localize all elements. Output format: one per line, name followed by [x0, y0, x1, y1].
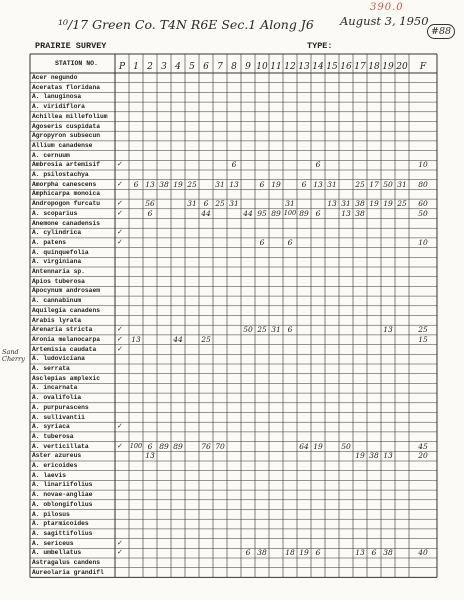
- species-label: Apios tuberosa: [32, 277, 85, 285]
- column-header: 14: [312, 62, 324, 72]
- cover-value: 38: [355, 199, 365, 209]
- cover-value: 95: [257, 208, 267, 218]
- cover-value: 18: [285, 548, 295, 558]
- survey-date: August 3, 1950: [340, 14, 429, 28]
- species-label: A. ericoides: [32, 462, 78, 469]
- cover-value: 89: [159, 441, 169, 451]
- column-header: 19: [382, 62, 394, 72]
- cover-value: 31: [285, 199, 295, 209]
- column-header: 20: [396, 62, 408, 72]
- cover-value: 25: [418, 325, 428, 335]
- column-header: 18: [368, 62, 380, 72]
- cover-value: 13: [145, 451, 155, 461]
- presence-check-mark: ✓: [117, 441, 123, 450]
- cover-value: 19: [355, 451, 365, 461]
- cover-value: 6: [203, 199, 209, 209]
- column-header: 4: [175, 62, 181, 72]
- cover-value: 80: [418, 179, 428, 189]
- handwritten-title: ¹⁰/17 Green Co. T4N R6E Sec.1 Along J6: [58, 17, 314, 32]
- cover-value: 6: [315, 160, 321, 170]
- cover-value: 13: [341, 208, 351, 218]
- presence-check-mark: ✓: [117, 199, 123, 208]
- species-label: A. syriaca: [32, 423, 70, 431]
- cover-value: 40: [418, 548, 428, 558]
- column-header: 13: [298, 62, 310, 72]
- cover-value: 10: [418, 160, 428, 170]
- species-label: Agropyron subsecun: [32, 132, 101, 140]
- column-header: P: [118, 62, 126, 72]
- species-label: Andropogon furcatu: [32, 200, 101, 208]
- cover-value: 89: [173, 441, 183, 451]
- cover-value: 64: [299, 441, 309, 451]
- sheet-number-circled: #88: [427, 24, 455, 39]
- cover-value: 31: [397, 179, 407, 189]
- species-label: A. umbellatus: [32, 549, 82, 557]
- species-label: A. quinquefolia: [32, 248, 89, 256]
- cover-value: 19: [299, 548, 309, 558]
- column-header: 7: [217, 62, 223, 72]
- presence-check-mark: ✓: [117, 325, 123, 334]
- cover-value: 10: [418, 237, 428, 247]
- cover-value: 56: [145, 199, 155, 209]
- species-label: Arabis lyrata: [32, 316, 82, 324]
- cover-value: 50: [383, 179, 393, 189]
- cover-value: 100: [129, 441, 143, 450]
- cover-value: 6: [147, 208, 153, 218]
- species-label: A. ludoviciana: [32, 355, 85, 363]
- presence-check-mark: ✓: [117, 228, 123, 237]
- species-label: A. oblongifolius: [32, 500, 93, 508]
- cover-value: 38: [383, 548, 393, 558]
- cover-value: 13: [327, 199, 337, 209]
- cover-value: 6: [315, 208, 321, 218]
- cover-value: 76: [201, 441, 211, 451]
- cover-value: 50: [341, 441, 351, 451]
- column-header: 12: [284, 62, 296, 72]
- cover-value: 6: [287, 237, 293, 247]
- presence-check-mark: ✓: [117, 422, 123, 431]
- cover-value: 6: [147, 441, 153, 451]
- cover-value: 100: [283, 208, 297, 217]
- cover-value: 38: [257, 548, 267, 558]
- cover-value: 19: [271, 179, 281, 189]
- species-label: Achillea millefolium: [32, 112, 108, 120]
- cover-value: 15: [418, 334, 428, 344]
- species-label: A. serrata: [32, 365, 70, 372]
- column-header: 8: [231, 62, 237, 72]
- cover-value: 25: [355, 179, 365, 189]
- cover-value: 25: [187, 179, 197, 189]
- red-number: 390.0: [370, 2, 404, 13]
- species-label: A. laevis: [32, 471, 67, 479]
- species-label: A. purpurascens: [32, 403, 89, 411]
- presence-check-mark: ✓: [117, 334, 123, 343]
- species-label: Astragalus candens: [32, 559, 101, 566]
- form-title: PRAIRIE SURVEY: [35, 41, 107, 51]
- species-label: Acer negundo: [32, 74, 78, 81]
- cover-value: 44: [243, 208, 253, 218]
- species-label: A. linariifolius: [32, 481, 93, 489]
- cover-value: 25: [201, 334, 211, 344]
- type-label: TYPE:: [307, 41, 333, 51]
- cover-value: 17: [369, 179, 379, 189]
- cover-value: 6: [315, 548, 321, 558]
- cover-value: 31: [327, 179, 337, 189]
- cover-value: 6: [133, 179, 139, 189]
- species-label: Aquilegia canadens: [32, 306, 101, 314]
- species-label: A. cernuum: [32, 151, 70, 159]
- species-label: A. novae-angliae: [32, 491, 93, 499]
- cover-value: 13: [229, 179, 239, 189]
- column-header: 9: [245, 62, 251, 72]
- species-label: Antennaria sp.: [32, 268, 85, 275]
- species-label: A. ptarmicoides: [32, 520, 89, 528]
- species-label: A. viridiflora: [32, 103, 85, 111]
- presence-check-mark: ✓: [117, 160, 123, 169]
- cover-value: 13: [313, 179, 323, 189]
- cover-value: 31: [187, 199, 197, 209]
- column-header: F: [419, 62, 427, 72]
- cover-value: 60: [418, 199, 428, 209]
- column-header: 16: [340, 62, 352, 72]
- species-label: Aureolaria grandifl: [32, 568, 104, 576]
- cover-value: 31: [215, 179, 225, 189]
- column-header: 15: [326, 62, 338, 72]
- species-label: Amphicarpa monoica: [32, 190, 101, 198]
- column-header: 3: [161, 62, 167, 72]
- cover-value: 6: [259, 237, 265, 247]
- species-label: A. cylindrica: [32, 229, 82, 237]
- station-label: STATION NO.: [55, 60, 98, 67]
- column-header: 17: [354, 62, 366, 72]
- species-label: A. psilostachya: [32, 171, 89, 178]
- presence-check-mark: ✓: [117, 208, 123, 217]
- cover-value: 89: [299, 208, 309, 218]
- species-label: A. scoparius: [32, 209, 78, 217]
- species-label: A. virginiana: [32, 258, 82, 266]
- cover-value: 13: [383, 451, 393, 461]
- species-label: Allium canadense: [32, 141, 93, 149]
- cover-value: 13: [355, 548, 365, 558]
- cover-value: 44: [173, 334, 183, 344]
- species-label: Anemone canadensis: [32, 219, 101, 227]
- cover-value: 13: [145, 179, 155, 189]
- cover-value: 19: [369, 199, 379, 209]
- species-label: A. sullivantii: [32, 413, 85, 421]
- species-label: A. incarnata: [32, 384, 78, 392]
- cover-value: 6: [371, 548, 377, 558]
- cover-value: 50: [418, 208, 428, 218]
- cover-value: 44: [201, 208, 211, 218]
- presence-check-mark: ✓: [117, 179, 123, 188]
- cover-value: 25: [397, 199, 407, 209]
- species-label: A. sagittifolius: [32, 529, 93, 537]
- cover-value: 13: [383, 325, 393, 335]
- species-label: Asclepias amplexic: [32, 374, 101, 382]
- cover-value: 38: [159, 179, 169, 189]
- cover-value: 6: [287, 325, 293, 335]
- species-label: Aceratas floridana: [32, 83, 101, 91]
- species-label: A. sericeus: [32, 539, 74, 547]
- cover-value: 19: [313, 441, 323, 451]
- cover-value: 25: [257, 325, 267, 335]
- species-label: A. patens: [32, 238, 67, 246]
- cover-value: 19: [173, 179, 183, 189]
- species-label: Amorpha canescens: [32, 180, 97, 188]
- cover-value: 89: [271, 208, 281, 218]
- species-label: A. lanuginosa: [32, 93, 82, 101]
- species-label: A. pilosus: [32, 510, 70, 518]
- presence-check-mark: ✓: [117, 548, 123, 557]
- cover-value: 38: [355, 208, 365, 218]
- cover-value: 6: [245, 548, 251, 558]
- species-label: Apocynum androsaem: [32, 287, 101, 295]
- cover-value: 31: [271, 325, 281, 335]
- species-label: A. cannabinum: [32, 297, 82, 305]
- column-header: 11: [270, 62, 282, 72]
- species-label: A. verticillata: [32, 442, 89, 450]
- species-label: Aronia melanocarpa: [32, 335, 101, 343]
- column-header: 1: [133, 62, 139, 72]
- cover-value: 38: [369, 451, 379, 461]
- cover-value: 13: [131, 334, 141, 344]
- cover-value: 6: [231, 160, 237, 170]
- column-header: 5: [189, 62, 195, 72]
- species-label: Agoseris cuspidata: [32, 122, 101, 130]
- presence-check-mark: ✓: [117, 237, 123, 246]
- cover-value: 6: [301, 179, 307, 189]
- species-label: Ambrosia artemisif: [32, 161, 101, 169]
- cover-value: 19: [383, 199, 393, 209]
- presence-check-mark: ✓: [117, 344, 123, 353]
- cover-value: 20: [418, 451, 428, 461]
- column-header: 6: [203, 62, 209, 72]
- species-label: Aster azureus: [32, 452, 82, 460]
- column-header: 2: [147, 62, 153, 72]
- column-header: 10: [256, 62, 268, 72]
- cover-value: 31: [229, 199, 239, 209]
- cover-value: 50: [243, 325, 253, 335]
- cover-value: 25: [215, 199, 225, 209]
- cover-value: 6: [259, 179, 265, 189]
- cover-value: 70: [215, 441, 225, 451]
- margin-note: Sand Cherry: [2, 348, 25, 363]
- species-label: A. ovalifolia: [32, 394, 82, 402]
- cover-value: 45: [418, 441, 428, 451]
- species-label: A. tuberosa: [32, 432, 74, 440]
- presence-check-mark: ✓: [117, 538, 123, 547]
- species-label: Arenaria stricta: [32, 326, 93, 334]
- species-label: Artemisia caudata: [32, 345, 97, 353]
- cover-value: 31: [341, 199, 351, 209]
